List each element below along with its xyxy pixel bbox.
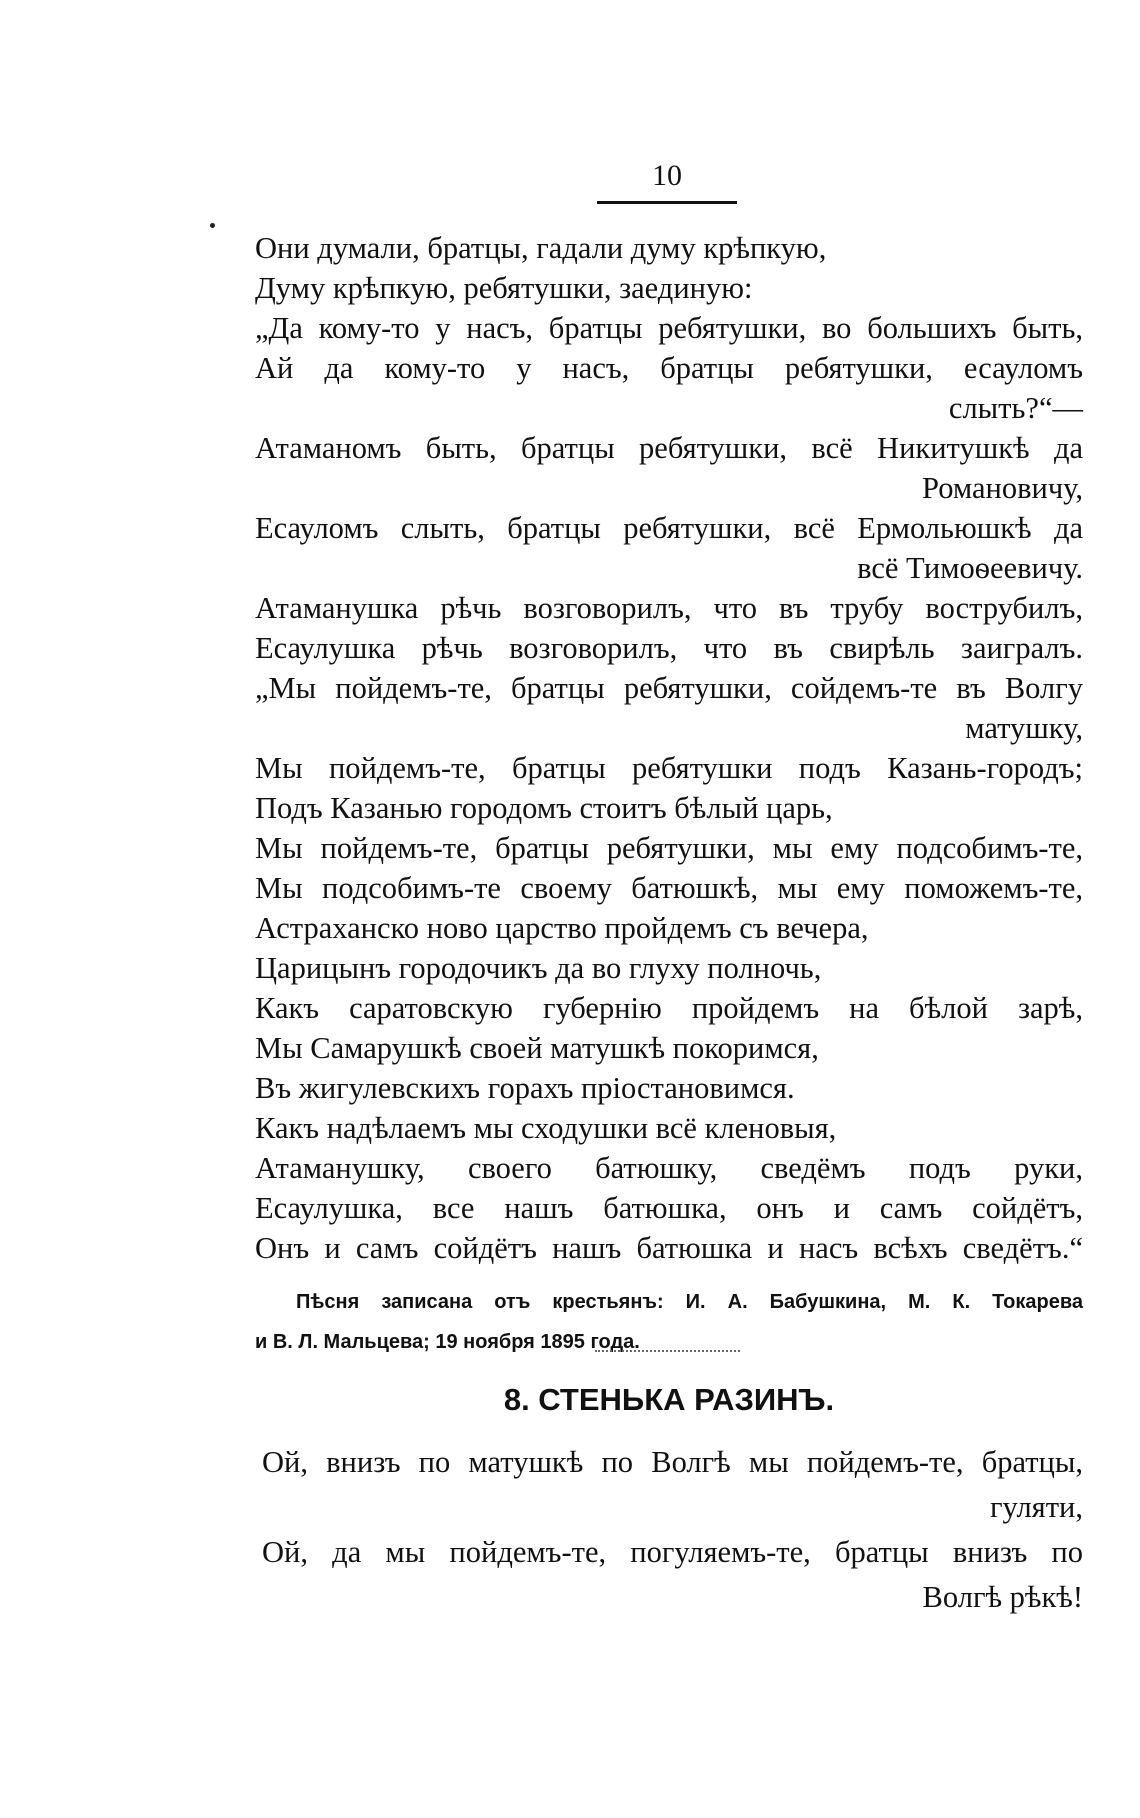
verse-line: Мы пойдемъ-те, братцы ребятушки подъ Казань-городъ; [255, 751, 1083, 785]
verse-line: Думу крѣпкую, ребятушки, заединую: [255, 271, 753, 305]
verse-line: Астраханско ново царство пройдемъ съ вечера, [255, 911, 869, 945]
verse-line: Есаулушка рѣчь возговорилъ, что въ свирѣль заигралъ. [255, 631, 1083, 665]
verse-line: слыть?“— [948, 391, 1083, 425]
verse-line: Онъ и самъ сойдётъ нашъ батюшка и насъ всѣхъ сведётъ.“ [255, 1231, 1083, 1265]
verse-line: Подъ Казанью городомъ стоитъ бѣлый царь, [255, 791, 833, 825]
verse-line: Атаманушка рѣчь возговорилъ, что въ трубу вострубилъ, [255, 591, 1083, 625]
verse-line: Какъ саратовскую губернію пройдемъ на бѣлой зарѣ, [255, 991, 1083, 1025]
verse-line: Атаманомъ быть, братцы ребятушки, всё Никитушкѣ да [255, 431, 1083, 465]
section-heading: 8. СТЕНЬКА РАЗИНЪ. [503, 1382, 835, 1417]
page-number: 10 [652, 159, 682, 192]
verse-line: Ой, внизъ по матушкѣ по Волгѣ мы пойдемъ-те, братцы, [262, 1445, 1083, 1479]
verse-line: Какъ надѣлаемъ мы сходушки всё кленовыя, [255, 1111, 837, 1145]
source-note-line-2: и В. Л. Мальцева; 19 ноября 1895 года. [255, 1331, 640, 1353]
verse-block-1 [255, 228, 1083, 1268]
source-note-line-1: Пѣсня записана отъ крестьянъ: И. А. Бабушкина, М. К. Токарева [296, 1291, 1083, 1313]
verse-line: Ой, да мы пойдемъ-те, погуляемъ-те, братцы внизъ по [262, 1535, 1083, 1569]
verse-line: Ай да кому-то у насъ, братцы ребятушки, есауломъ [255, 351, 1083, 385]
verse-line: „Мы пойдемъ-те, братцы ребятушки, сойдемъ-те въ Волгу [255, 671, 1083, 705]
verse-line: Романовичу, [922, 471, 1083, 505]
verse-line: матушку, [965, 711, 1083, 745]
verse-line: Царицынъ городочикъ да во глуху полночь, [255, 951, 822, 985]
verse-line: Они думали, братцы, гадали думу крѣпкую, [255, 231, 827, 265]
stray-mark [210, 223, 215, 228]
section-divider-ornament [595, 1350, 740, 1362]
verse-line: Мы пойдемъ-те, братцы ребятушки, мы ему подсобимъ-те, [255, 831, 1083, 865]
verse-line: Есаулушка, все нашъ батюшка, онъ и самъ сойдётъ, [255, 1191, 1083, 1225]
verse-line: всё Тимоѳеевичу. [857, 551, 1083, 585]
verse-line: Атаманушку, своего батюшку, сведёмъ подъ руки, [255, 1151, 1083, 1185]
verse-line: Волгѣ рѣкѣ! [922, 1580, 1083, 1614]
verse-block-2 [262, 1440, 1083, 1620]
verse-line: Мы подсобимъ-те своему батюшкѣ, мы ему поможемъ-те, [255, 871, 1083, 905]
verse-line: Мы Самарушкѣ своей матушкѣ покоримся, [255, 1031, 819, 1065]
page-number-rule [597, 201, 737, 204]
verse-line: Въ жигулевскихъ горахъ пріостановимся. [255, 1071, 795, 1105]
verse-line: гуляти, [990, 1490, 1083, 1524]
verse-line: Есауломъ слыть, братцы ребятушки, всё Ермольюшкѣ да [255, 511, 1083, 545]
verse-line: „Да кому-то у насъ, братцы ребятушки, во большихъ быть, [255, 311, 1083, 345]
